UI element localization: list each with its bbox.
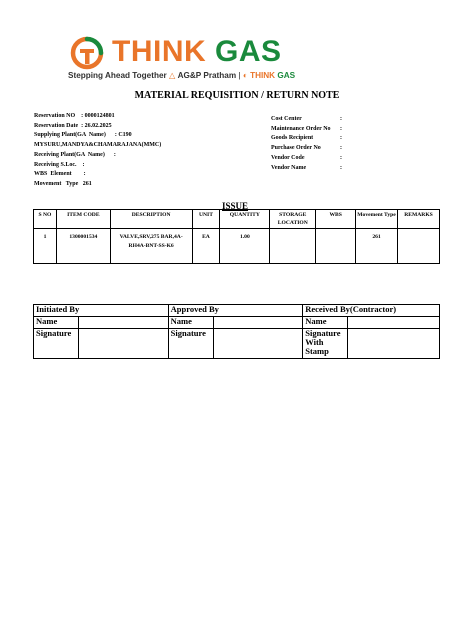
reservation-date: Reservation Date : 26.02.2025 bbox=[34, 122, 112, 129]
supplying-plant-name: MYSURU,MANDYA&CHAMARAJANA(MMC) bbox=[34, 142, 162, 149]
col-header: WBS bbox=[316, 210, 356, 229]
brand-name: THINK GAS bbox=[112, 35, 282, 68]
think-gas-logo-icon bbox=[70, 36, 104, 70]
cell-sno: 1 bbox=[34, 229, 57, 264]
logo-tagline: Stepping Ahead Together △ AG&P Pratham | ◐ THINK GAS bbox=[68, 71, 296, 80]
table-header-row bbox=[34, 210, 440, 229]
think-gas-small-icon: ◐ bbox=[242, 71, 248, 80]
cost-center: Cost Center : bbox=[271, 116, 342, 122]
purchase-order: Purchase Order No : bbox=[271, 145, 342, 152]
cell-storage-location bbox=[270, 229, 316, 264]
receiving-sloc: Receiving S.Loc. : bbox=[34, 161, 85, 168]
name-label: Name bbox=[168, 317, 213, 329]
approved-name-field bbox=[213, 317, 303, 329]
table-row bbox=[34, 229, 440, 264]
supplying-plant: Supplying Plant(GA Name) : C190 bbox=[34, 132, 132, 139]
signature-stamp-label: Signature With Stamp bbox=[303, 329, 348, 359]
signature-label: Signature bbox=[168, 329, 213, 359]
col-header: ITEM CODE bbox=[56, 210, 110, 229]
reservation-no: Reservation NO : 0000124801 bbox=[34, 113, 115, 119]
approved-by-header: Approved By bbox=[168, 305, 303, 317]
movement-type: Movement Type 261 bbox=[34, 180, 92, 187]
reservation-info bbox=[34, 112, 161, 190]
cell-movement-type: 261 bbox=[356, 229, 398, 264]
approved-signature-field bbox=[213, 329, 303, 359]
company-logo bbox=[70, 34, 310, 84]
agp-logo-icon: △ bbox=[169, 71, 176, 80]
items-table bbox=[33, 209, 440, 264]
col-header: S NO bbox=[34, 210, 57, 229]
initiated-signature-field bbox=[78, 329, 168, 359]
received-name-field bbox=[348, 317, 440, 329]
vendor-code: Vendor Code : bbox=[271, 154, 342, 161]
vendor-name: Vendor Name : bbox=[271, 164, 342, 171]
issue-heading: ISSUE bbox=[222, 201, 249, 211]
cell-remarks bbox=[397, 229, 439, 264]
maintenance-order: Maintenance Order No : bbox=[271, 125, 342, 132]
name-row bbox=[34, 317, 440, 329]
col-header: UNIT bbox=[192, 210, 220, 229]
initiated-by-header: Initiated By bbox=[34, 305, 169, 317]
col-header: Movement Type bbox=[356, 210, 398, 229]
received-by-header: Received By(Contractor) bbox=[303, 305, 440, 317]
received-signature-field bbox=[348, 329, 440, 359]
signature-row bbox=[34, 329, 440, 359]
col-header: QUANTITY bbox=[220, 210, 270, 229]
cell-unit: EA bbox=[192, 229, 220, 264]
col-header: STORAGE LOCATION bbox=[270, 210, 316, 229]
order-info bbox=[271, 115, 342, 173]
document-title: MATERIAL REQUISITION / RETURN NOTE bbox=[134, 90, 340, 101]
signature-header-row bbox=[34, 305, 440, 317]
cell-wbs bbox=[316, 229, 356, 264]
cell-description: VALVE,SRV,275 BAR,4A-RH4A-BNT-SS-K6 bbox=[110, 229, 192, 264]
name-label: Name bbox=[303, 317, 348, 329]
receiving-plant: Receiving Plant(GA Name) : bbox=[34, 151, 116, 158]
wbs-element: WBS Element : bbox=[34, 171, 86, 178]
col-header: REMARKS bbox=[397, 210, 439, 229]
signature-label: Signature bbox=[34, 329, 79, 359]
signature-table bbox=[33, 304, 440, 359]
initiated-name-field bbox=[78, 317, 168, 329]
cell-item-code: 1300001534 bbox=[56, 229, 110, 264]
name-label: Name bbox=[34, 317, 79, 329]
cell-quantity: 1.00 bbox=[220, 229, 270, 264]
goods-recipient: Goods Recipient : bbox=[271, 135, 342, 142]
col-header: DESCRIPTION bbox=[110, 210, 192, 229]
